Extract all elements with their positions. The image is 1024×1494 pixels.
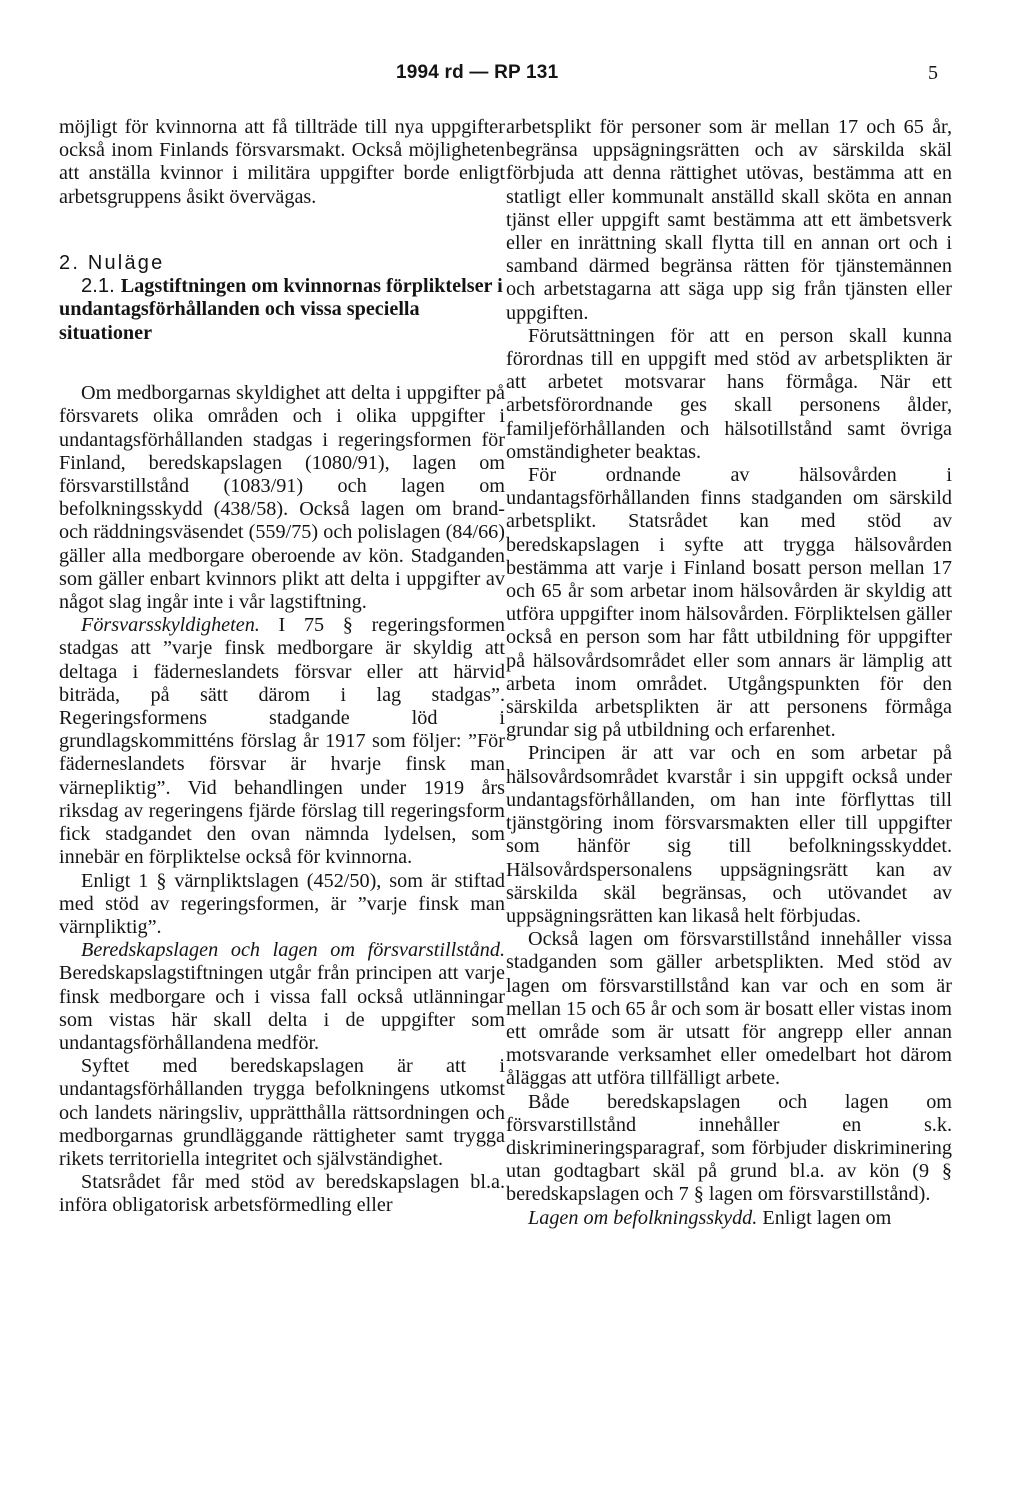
body-paragraph: Syftet med beredskapslagen är att i undantagsförhållanden trygga befolkningens utkomst och landets näringsliv, upprätthålla rättsordningen och medborgarnas grundläggande rättigheter samt trygga rikets territoriella integritet och självständighet. bbox=[59, 1055, 505, 1170]
paragraph-lead: Försvarsskyldigheten. bbox=[81, 614, 260, 637]
subsection-number: 2.1. bbox=[81, 275, 115, 298]
paragraph-text: I 75 § regeringsformen stadgas att ”varje finsk medborgare är skyldig att deltaga i fäderneslandets försvar eller att härvid biträda, på sätt därom i lag stadgas”. Regeringsformens stadgande löd i grundlagskommitténs förslag år 1917 som följer: ”För fäderneslandets försvar är hvarje finsk man värnepliktig”. Vid behandlingen under 1919 års riksdag av regeringens fjärde förslag till regeringsform fick stadgandet den ovan nämnda lydelsen, som innebär en förpliktelse också för kvinnorna. bbox=[59, 614, 505, 869]
body-paragraph: Förutsättningen för att en person skall kunna förordnas till en uppgift med stöd av arbetsplikten är att arbetet motsvarar hans förmåga. När ett arbetsförordnande ges skall personens ålder, familjeförhållanden och hälsotillstånd samt övriga omständigheter beaktas. bbox=[506, 324, 952, 463]
running-head: 1994 rd — RP 131 bbox=[396, 62, 559, 83]
heading-spacer bbox=[59, 345, 505, 382]
paragraph-text: Enligt lagen om bbox=[757, 1206, 892, 1229]
paragraph-lead: Beredskapslagen och lagen om försvarstillstånd. bbox=[81, 939, 505, 962]
section-heading: 2. Nuläge bbox=[59, 251, 165, 274]
paragraph-text: Beredskapslagstiftningen utgår från principen att varje finsk medborgare och i vissa fall också utlänningar som vistas här skall delta i de uppgifter som undantagsförhållandena medför. bbox=[59, 962, 505, 1054]
body-paragraph bbox=[506, 1207, 952, 1230]
body-paragraph: Principen är att var och en som arbetar på hälsovårdsområdet kvarstår i sin uppgift också under undantagsförhållanden, om han inte förflyttas till tjänstgöring inom försvarsmakten eller till uppgifter som hänför sig till befolkningsskyddet. Hälsovårdspersonalens uppsägningsrätt kan av särskilda skäl begränsas, och utövandet av uppsägningsrätten kan likaså helt förbjudas. bbox=[506, 742, 952, 927]
subsection-heading bbox=[59, 275, 505, 345]
body-paragraph bbox=[59, 614, 505, 869]
body-paragraph: Om medborgarnas skyldighet att delta i uppgifter på försvarets olika områden och i olika uppgifter i undantagsförhållanden stadgas i regeringsformen för Finland, beredskapslagen (1080/91), lagen om försvarstillstånd (1083/91) och lagen om befolkningsskydd (438/58). Också lagen om brand- och räddningsväsendet (559/75) och polislagen (84/66) gäller alla medborgare oberoende av kön. Stadganden som gäller enbart kvinnors plikt att delta i uppgifter av något slag ingår inte i vår lagstiftning. bbox=[59, 382, 505, 614]
body-paragraph: Statsrådet får med stöd av beredskapslagen bl.a. införa obligatorisk arbetsförmedling eller bbox=[59, 1171, 505, 1217]
body-paragraph: Enligt 1 § värnpliktslagen (452/50), som är stiftad med stöd av regeringsformen, är ”varje finsk man värnpliktig”. bbox=[59, 869, 505, 938]
left-column bbox=[59, 116, 505, 1218]
body-paragraph: Både beredskapslagen och lagen om försvarstillstånd innehåller en s.k. diskrimineringsparagraf, som förbjuder diskriminering utan godtagbart skäl på grund bl.a. av kön (9 § beredskapslagen och 7 § lagen om försvarstillstånd). bbox=[506, 1090, 952, 1206]
subsection-title: Lagstiftningen om kvinnornas förpliktelser i undantagsförhållanden och vissa speciella situationer bbox=[59, 275, 503, 344]
body-paragraph bbox=[59, 939, 505, 1055]
body-paragraph: Också lagen om försvarstillstånd innehåller vissa stadganden som gäller arbetsplikten. Med stöd av lagen om försvarstillstånd kan var och en som är mellan 15 och 65 år och som är bosatt eller vistas inom ett område som är utsatt för angrepp eller annan motsvarande verksamhet eller omedelbart hot därom åläggas att utföra tillfälligt arbete. bbox=[506, 928, 952, 1090]
page-header bbox=[0, 62, 1024, 92]
intro-paragraph: möjligt för kvinnorna att få tillträde till nya uppgifter också inom Finlands försvarsmakt. Också möjligheten att anställa kvinnor i militära uppgifter borde enligt arbetsgruppens åsikt övervägas. bbox=[59, 116, 505, 208]
body-paragraph: arbetsplikt för personer som är mellan 17 och 65 år, begränsa uppsägningsrätten och av särskilda skäl förbjuda att denna rättighet utövas, bestämma att en statligt eller kommunalt anställd skall sköta en annan tjänst eller uppgift samt bestämma att ett ämbetsverk eller en inrättning skall flytta till en annan ort och i samband därmed begränsa rätten för tjänstemännen och arbetstagarna att säga upp sig från tjänsten eller uppgiften. bbox=[506, 116, 952, 324]
body-paragraph: För ordnande av hälsovården i undantagsförhållanden finns stadganden om särskild arbetsplikt. Statsrådet kan med stöd av beredskapslagen i syfte att trygga hälsovården bestämma att varje i Finland bosatt person mellan 17 och 65 år som arbetar inom hälsovården är skyldig att utföra uppgifter inom hälsovården. Förpliktelsen gäller också en person som har fått utbildning för uppgifter på hälsovårdsområdet eller som annars är lämplig att arbeta inom området. Utgångspunkten för den särskilda arbetsplikten är att personens förmåga grundar sig på utbildning och erfarenhet. bbox=[506, 464, 952, 742]
page-number: 5 bbox=[928, 62, 938, 84]
paragraph-lead: Lagen om befolkningsskydd. bbox=[528, 1206, 758, 1229]
right-column bbox=[506, 116, 952, 1230]
